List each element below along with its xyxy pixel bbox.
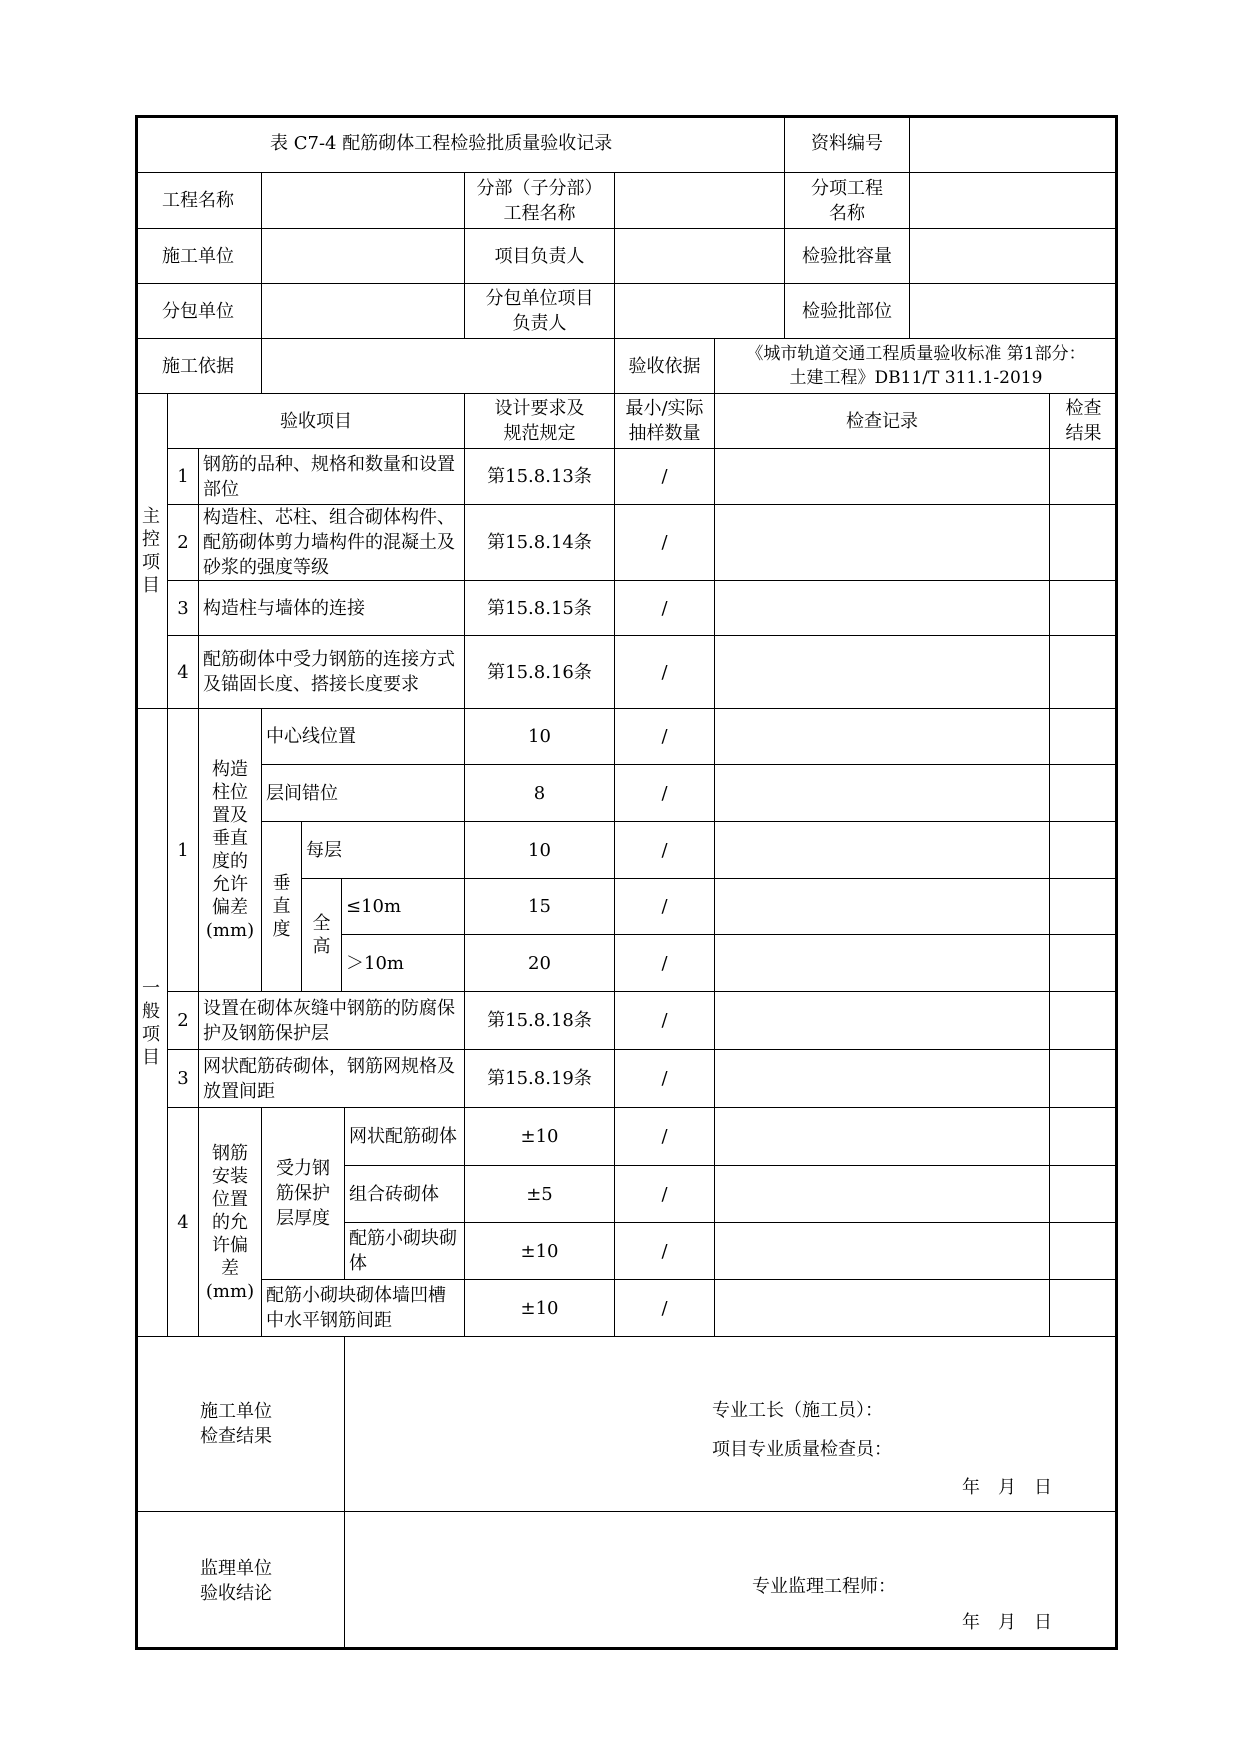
subcontractor-label: 分包单位 — [135, 284, 262, 339]
sampling-count: / — [615, 505, 715, 581]
inspection-record-field[interactable] — [715, 449, 1050, 505]
col-record-header: 检查记录 — [715, 394, 1050, 449]
item-name: 配筋砌体中受力钢筋的连接方式及锚固长度、搭接长度要求 — [199, 636, 465, 709]
item-name: 钢筋的品种、规格和数量和设置部位 — [199, 449, 465, 505]
form-title: 表 C7-4 配筋砌体工程检验批质量验收记录 — [135, 115, 785, 173]
inspection-result-field[interactable] — [1050, 1166, 1118, 1223]
item-name: 配筋小砌块砌体 — [345, 1223, 465, 1280]
inspection-record-field[interactable] — [715, 1050, 1050, 1108]
design-requirement: 8 — [465, 765, 615, 822]
inspection-result-field[interactable] — [1050, 581, 1118, 636]
design-requirement: ±10 — [465, 1223, 615, 1280]
design-requirement: ±5 — [465, 1166, 615, 1223]
row-number: 2 — [168, 505, 199, 581]
sampling-count: / — [615, 449, 715, 505]
project-manager-field[interactable] — [615, 229, 785, 284]
contractor-date: 年 月 日 — [962, 1477, 1052, 1498]
inspection-result-field[interactable] — [1050, 709, 1118, 765]
col-item-header: 验收项目 — [168, 394, 465, 449]
item-name: 组合砖砌体 — [345, 1166, 465, 1223]
inspection-result-field[interactable] — [1050, 1280, 1118, 1337]
item-name: 网状配筋砌体 — [345, 1108, 465, 1166]
sampling-count: / — [615, 1050, 715, 1108]
row-number: 4 — [168, 1108, 199, 1337]
subitem-field[interactable] — [910, 173, 1118, 229]
item-name: ≤10m — [342, 879, 465, 935]
acceptance-basis-label: 验收依据 — [615, 339, 715, 394]
inspection-result-field[interactable] — [1050, 879, 1118, 935]
inspection-record-field[interactable] — [715, 636, 1050, 709]
acceptance-basis-value: 《城市轨道交通工程质量验收标准 第1部分： 土建工程》DB11/T 311.1-2019 — [715, 339, 1118, 394]
design-requirement: 第15.8.14条 — [465, 505, 615, 581]
inspection-record-field[interactable] — [715, 765, 1050, 822]
project-name-field[interactable] — [262, 173, 465, 229]
inspection-record-field[interactable] — [715, 1280, 1050, 1337]
design-requirement: 第15.8.19条 — [465, 1050, 615, 1108]
contractor-label: 施工单位 — [135, 229, 262, 284]
inspection-result-field[interactable] — [1050, 505, 1118, 581]
sampling-count: / — [615, 1166, 715, 1223]
inspection-record-field[interactable] — [715, 935, 1050, 992]
design-requirement: 10 — [465, 709, 615, 765]
inspection-record-field[interactable] — [715, 505, 1050, 581]
design-requirement: 15 — [465, 879, 615, 935]
design-requirement: 第15.8.18条 — [465, 992, 615, 1050]
row-number: 3 — [168, 581, 199, 636]
item-name: 构造柱与墙体的连接 — [199, 581, 465, 636]
sampling-count: / — [615, 992, 715, 1050]
project-name-label: 工程名称 — [135, 173, 262, 229]
batch-location-field[interactable] — [910, 284, 1118, 339]
col-design-req-header: 设计要求及 规范规定 — [465, 394, 615, 449]
sampling-count: / — [615, 1280, 715, 1337]
inspector-signature-label: 项目专业质量检查员： — [712, 1439, 892, 1460]
sampling-count: / — [615, 822, 715, 879]
column-deviation-group-label: 构造 柱位 置及 垂直 度的 允许 偏差 (mm) — [199, 709, 262, 992]
sampling-count: / — [615, 1223, 715, 1280]
subcontractor-field[interactable] — [262, 284, 465, 339]
row-number: 1 — [168, 449, 199, 505]
item-name: ＞10m — [342, 935, 465, 992]
inspection-record-field[interactable] — [715, 709, 1050, 765]
acceptance-record-form — [135, 115, 1118, 1650]
supervisor-date: 年 月 日 — [962, 1612, 1052, 1633]
inspection-result-field[interactable] — [1050, 935, 1118, 992]
item-name: 配筋小砌块砌体墙凹槽中水平钢筋间距 — [262, 1280, 465, 1337]
batch-capacity-field[interactable] — [910, 229, 1118, 284]
contractor-check-label: 施工单位 检查结果 — [135, 1337, 345, 1512]
supervisor-check-label: 监理单位 验收结论 — [135, 1512, 345, 1650]
inspection-result-field[interactable] — [1050, 822, 1118, 879]
row-number: 4 — [168, 636, 199, 709]
design-requirement: ±10 — [465, 1108, 615, 1166]
row-number: 3 — [168, 1050, 199, 1108]
inspection-result-field[interactable] — [1050, 1050, 1118, 1108]
subdivision-label: 分部（子分部） 工程名称 — [465, 173, 615, 229]
doc-no-field[interactable] — [910, 115, 1118, 173]
sampling-count: / — [615, 935, 715, 992]
design-requirement: 第15.8.15条 — [465, 581, 615, 636]
item-name: 每层 — [302, 822, 465, 879]
sampling-count: / — [615, 879, 715, 935]
sampling-count: / — [615, 636, 715, 709]
inspection-record-field[interactable] — [715, 879, 1050, 935]
foreman-signature-label: 专业工长（施工员）： — [712, 1400, 883, 1421]
inspection-result-field[interactable] — [1050, 992, 1118, 1050]
subitem-label: 分项工程 名称 — [785, 173, 910, 229]
col-result-header: 检查 结果 — [1050, 394, 1118, 449]
inspection-record-field[interactable] — [715, 1223, 1050, 1280]
item-name: 中心线位置 — [262, 709, 465, 765]
item-name: 设置在砌体灰缝中钢筋的防腐保护及钢筋保护层 — [199, 992, 465, 1050]
design-requirement: ±10 — [465, 1280, 615, 1337]
item-name: 层间错位 — [262, 765, 465, 822]
main-control-label: 主 控 项 目 — [135, 394, 168, 709]
general-items-label: 一 般 项 目 — [135, 709, 168, 1337]
inspection-record-field[interactable] — [715, 581, 1050, 636]
row-number: 2 — [168, 992, 199, 1050]
sub-manager-field[interactable] — [615, 284, 785, 339]
inspection-result-field[interactable] — [1050, 1108, 1118, 1166]
design-requirement: 第15.8.16条 — [465, 636, 615, 709]
supervisor-engineer-signature-label: 专业监理工程师： — [752, 1576, 896, 1597]
doc-no-label: 资料编号 — [785, 115, 910, 173]
sampling-count: / — [615, 1108, 715, 1166]
sampling-count: / — [615, 765, 715, 822]
design-requirement: 20 — [465, 935, 615, 992]
sampling-count: / — [615, 709, 715, 765]
col-sampling-header: 最小/实际 抽样数量 — [615, 394, 715, 449]
design-requirement: 第15.8.13条 — [465, 449, 615, 505]
full-height-label: 全 高 — [302, 879, 342, 992]
rebar-deviation-group-label: 钢筋 安装 位置 的允 许偏 差 (mm) — [199, 1108, 262, 1337]
inspection-result-field[interactable] — [1050, 636, 1118, 709]
verticality-label: 垂 直 度 — [262, 822, 302, 992]
subdivision-field[interactable] — [615, 173, 785, 229]
inspection-record-field[interactable] — [715, 822, 1050, 879]
batch-capacity-label: 检验批容量 — [785, 229, 910, 284]
inspection-record-field[interactable] — [715, 1108, 1050, 1166]
construction-basis-field[interactable] — [262, 339, 615, 394]
batch-location-label: 检验批部位 — [785, 284, 910, 339]
inspection-result-field[interactable] — [1050, 449, 1118, 505]
inspection-result-field[interactable] — [1050, 765, 1118, 822]
design-requirement: 10 — [465, 822, 615, 879]
item-name: 构造柱、芯柱、组合砌体构件、配筋砌体剪力墙构件的混凝土及砂浆的强度等级 — [199, 505, 465, 581]
construction-basis-label: 施工依据 — [135, 339, 262, 394]
sub-manager-label: 分包单位项目 负责人 — [465, 284, 615, 339]
row-number: 1 — [168, 709, 199, 992]
inspection-record-field[interactable] — [715, 1166, 1050, 1223]
item-name: 网状配筋砖砌体，钢筋网规格及放置间距 — [199, 1050, 465, 1108]
sampling-count: / — [615, 581, 715, 636]
contractor-field[interactable] — [262, 229, 465, 284]
project-manager-label: 项目负责人 — [465, 229, 615, 284]
inspection-result-field[interactable] — [1050, 1223, 1118, 1280]
cover-thickness-label: 受力钢 筋保护 层厚度 — [262, 1108, 345, 1280]
inspection-record-field[interactable] — [715, 992, 1050, 1050]
